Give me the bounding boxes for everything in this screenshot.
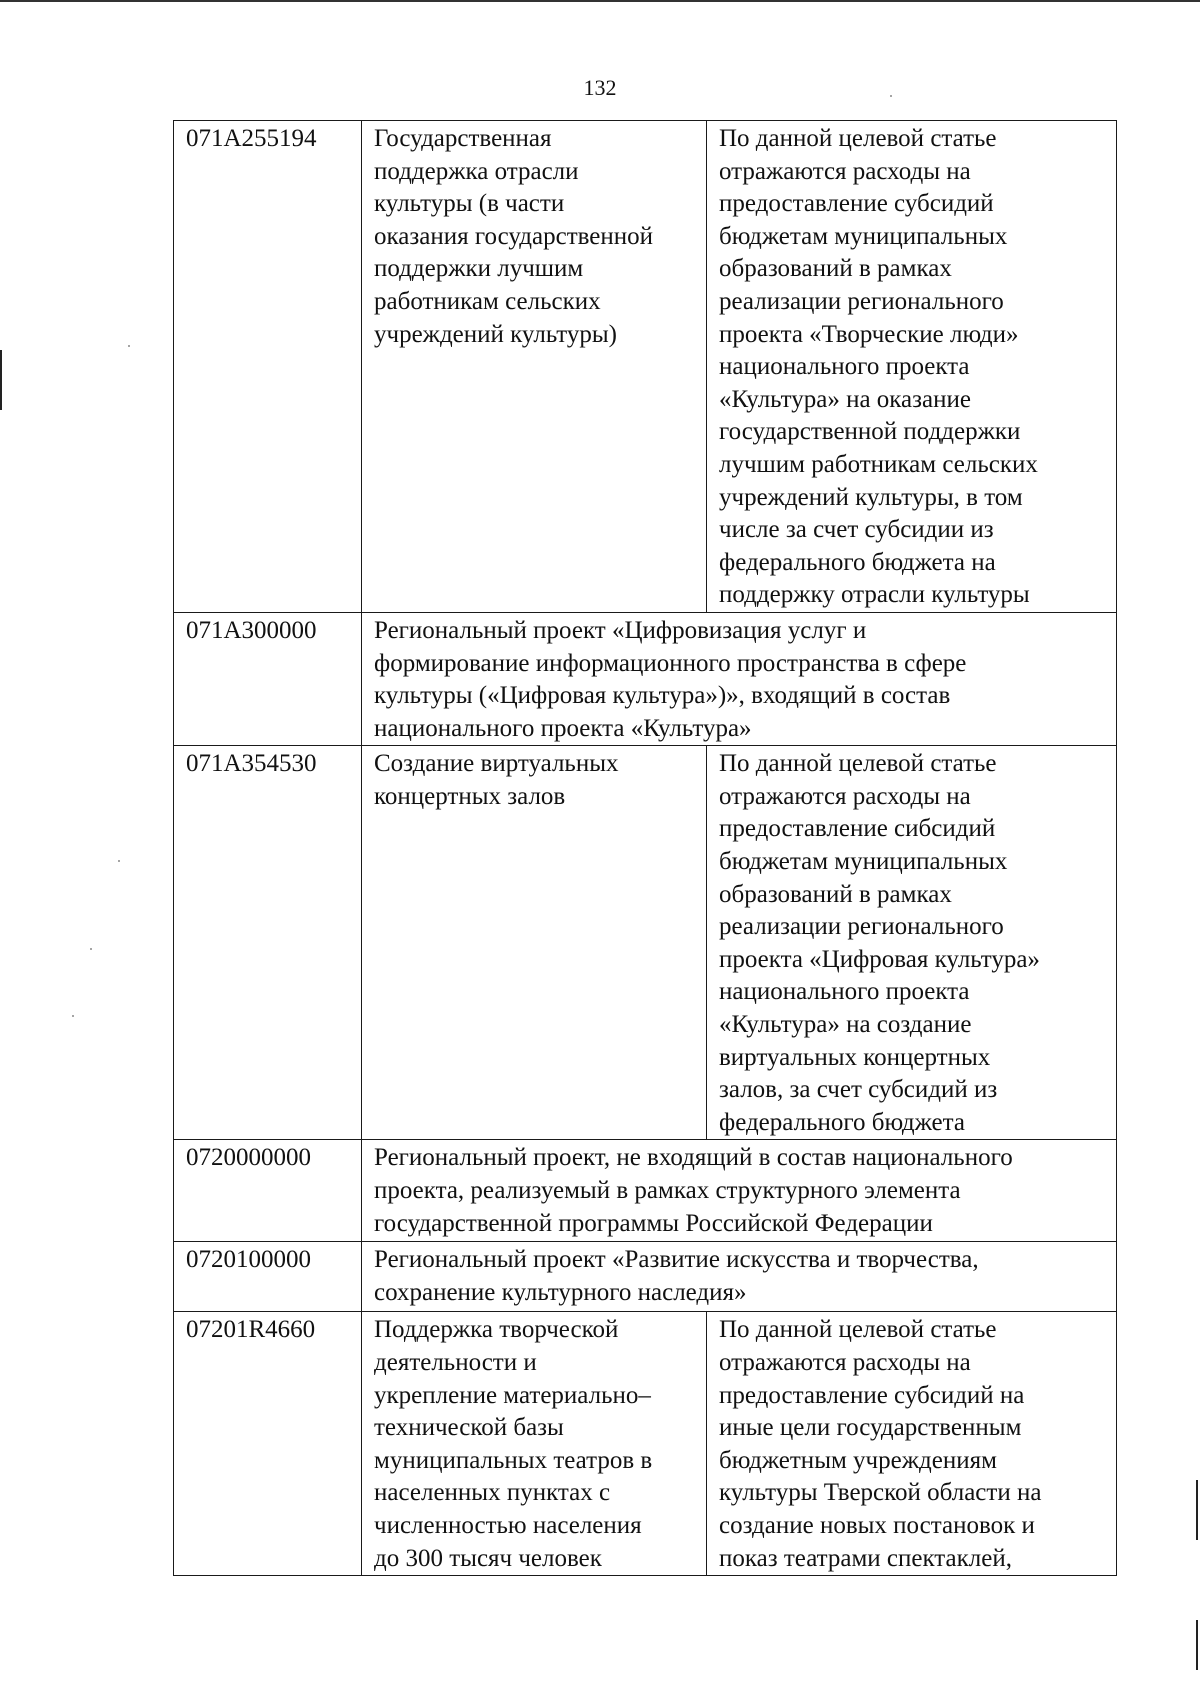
code-cell: 071А255194 — [174, 121, 362, 613]
table-row — [174, 746, 1117, 1140]
heading-cell: Региональный проект «Цифровизация услуг и формирование информационного пространства в сфере культуры («Цифровая культура»)», входящий в состав национального проекта «Культура» — [362, 612, 1117, 745]
scan-top-edge — [0, 0, 1200, 2]
code-cell: 0720100000 — [174, 1242, 362, 1312]
table-row — [174, 1312, 1117, 1576]
name-cell: Поддержка творческой деятельности и укрепление материально– технической базы муниципальных театров в населенных пунктах с численностью населения до 300 тысяч человек — [362, 1312, 707, 1576]
scan-speck — [118, 860, 120, 862]
scan-right-margin-mark — [1196, 1620, 1198, 1670]
table-row — [174, 1140, 1117, 1242]
page-number: 132 — [583, 75, 617, 100]
scan-right-margin-mark — [1196, 1480, 1198, 1540]
heading-cell: Региональный проект «Развитие искусства и творчества, сохранение культурного наследия» — [362, 1242, 1117, 1312]
code-cell: 071А300000 — [174, 612, 362, 745]
name-cell: Государственная поддержка отрасли культуры (в части оказания государственной поддержки лучшим работникам сельских учреждений культуры) — [362, 121, 707, 613]
description-cell: По данной целевой статье отражаются расходы на предоставление субсидий бюджетам муниципальных образований в рамках реализации регионального проекта «Творческие люди» национального проекта «Культура» на оказание государственной поддержки лучшим работникам сельских учреждений культуры, в том числе за счет субсидии из федерального бюджета на поддержку отрасли культуры — [707, 121, 1117, 613]
scan-left-margin-mark — [0, 350, 2, 410]
description-cell: По данной целевой статье отражаются расходы на предоставление сибсидий бюджетам муниципальных образований в рамках реализации регионального проекта «Цифровая культура» национального проекта «Культура» на создание виртуальных концертных залов, за счет субсидий из федерального бюджета — [707, 746, 1117, 1140]
scan-speck — [72, 1015, 74, 1017]
name-cell: Создание виртуальных концертных залов — [362, 746, 707, 1140]
description-cell: По данной целевой статье отражаются расходы на предоставление субсидий на иные цели государственным бюджетным учреждениям культуры Тверской области на создание новых постановок и показ театрами спектаклей, — [707, 1312, 1117, 1576]
table-row — [174, 1242, 1117, 1312]
code-cell: 0720000000 — [174, 1140, 362, 1242]
scan-speck — [128, 345, 130, 347]
scan-speck — [90, 948, 92, 950]
table-row — [174, 612, 1117, 745]
heading-cell: Региональный проект, не входящий в состав национального проекта, реализуемый в рамках структурного элемента государственной программы Российской Федерации — [362, 1140, 1117, 1242]
code-cell: 07201R4660 — [174, 1312, 362, 1576]
budget-classification-table — [173, 120, 1117, 1576]
code-cell: 071А354530 — [174, 746, 362, 1140]
table-row — [174, 121, 1117, 613]
